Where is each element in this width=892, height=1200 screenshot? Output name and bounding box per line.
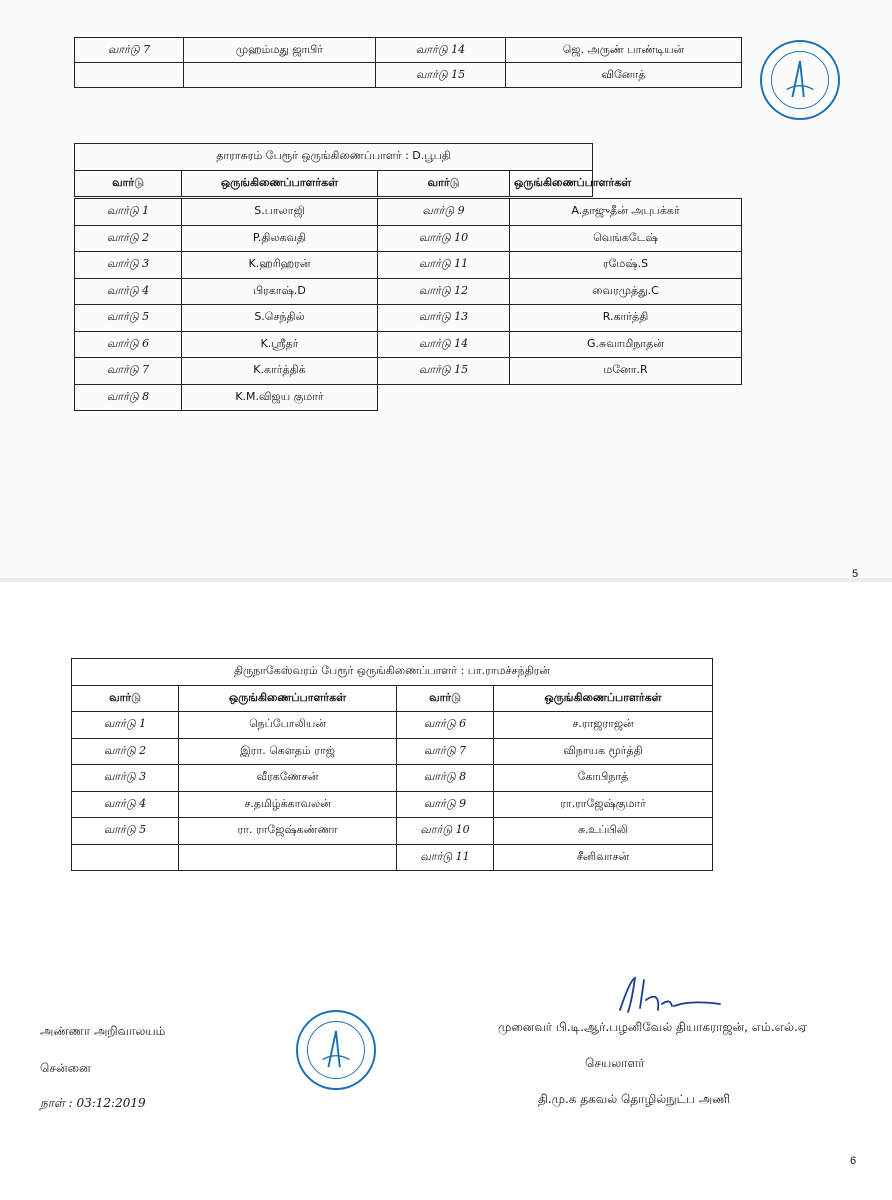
place-line-1: அண்ணா அறிவாலயம் [40, 1024, 166, 1038]
coordinator-cell: S.செந்தில் [182, 305, 378, 332]
table-row [75, 252, 742, 279]
ward-cell: வார்டு 7 [397, 738, 494, 765]
ward-cell: வார்டு 11 [378, 252, 510, 279]
coordinator-cell: ஜெ. அருண் பாண்டியன் [506, 38, 742, 63]
coordinator-cell: ச.தமிழ்க்காவலன் [179, 791, 397, 818]
coordinator-cell [179, 844, 397, 871]
ward-cell: வார்டு 14 [378, 331, 510, 358]
seal-graphic [762, 42, 838, 118]
coordinator-cell: A.தாஜுதீன் அபுபக்கர் [510, 199, 742, 226]
ward-cell: வார்டு 9 [378, 199, 510, 226]
ward-cell: வார்டு 11 [397, 844, 494, 871]
coordinator-cell: S.பாலாஜி [182, 199, 378, 226]
signatory-name: முனைவர் பி.டி.ஆர்.பழனிவேல் தியாகராஜன், எம்.எல்.ஏ [498, 1020, 808, 1034]
table-row [72, 765, 713, 792]
ward-cell [75, 63, 184, 88]
table-row [72, 818, 713, 845]
table-row [75, 225, 742, 252]
column-header: ஒருங்கிணைப்பாளர்கள் [182, 170, 378, 197]
table-row [75, 331, 742, 358]
table-row [75, 384, 742, 411]
party-seal-icon [760, 40, 840, 120]
party-seal-icon [296, 1010, 376, 1090]
ward-cell: வார்டு 3 [72, 765, 179, 792]
coordinator-cell: K.M.விஜய குமார் [182, 384, 378, 411]
table-row [75, 305, 742, 332]
ward-cell: வார்டு 12 [378, 278, 510, 305]
table-row [75, 199, 742, 226]
ward-cell: வார்டு 9 [397, 791, 494, 818]
seal-graphic [298, 1012, 374, 1088]
ward-cell: வார்டு 1 [75, 199, 182, 226]
table-row [72, 791, 713, 818]
coordinator-cell: ச.ராஜராஜன் [494, 712, 713, 739]
ward-cell: வார்டு 15 [376, 63, 506, 88]
table-row [75, 358, 742, 385]
page-number: 5 [852, 568, 859, 580]
table-row [75, 63, 742, 88]
thirunageswaram-ward-table [71, 658, 713, 871]
ward-cell: வார்டு 7 [75, 358, 182, 385]
signatory-designation: செயலாளர் [585, 1056, 645, 1070]
coordinator-cell: ரமேஷ்.S [510, 252, 742, 279]
table-title-row [75, 144, 593, 171]
column-header: வார்டு [378, 170, 510, 197]
ward-cell: வார்டு 2 [72, 738, 179, 765]
date-line: நாள் : 03:12:2019 [40, 1096, 146, 1110]
coordinator-cell: சு.உப்பிலி [494, 818, 713, 845]
ward-cell: வார்டு 13 [378, 305, 510, 332]
ward-cell: வார்டு 10 [397, 818, 494, 845]
table-row [75, 38, 742, 63]
coordinator-cell: இரா. கௌதம் ராஜ் [179, 738, 397, 765]
ward-cell: வார்டு 4 [75, 278, 182, 305]
coordinator-cell: பிரகாஷ்.D [182, 278, 378, 305]
ward-cell [72, 844, 179, 871]
column-header: வார்டு [72, 685, 179, 712]
ward-table-continuation [74, 37, 742, 88]
ward-cell: வார்டு 1 [72, 712, 179, 739]
ward-cell: வார்டு 6 [75, 331, 182, 358]
coordinator-cell: மனோ.R [510, 358, 742, 385]
table-row [72, 712, 713, 739]
column-header: வார்டு [397, 685, 494, 712]
table-header-row [72, 685, 713, 712]
ward-cell: வார்டு 7 [75, 38, 184, 63]
coordinator-cell: R.கார்த்தி [510, 305, 742, 332]
coordinator-cell: நெப்போலியன் [179, 712, 397, 739]
ward-cell: வார்டு 8 [397, 765, 494, 792]
column-header: ஒருங்கிணைப்பாளர்கள் [510, 170, 593, 197]
ward-cell: வார்டு 6 [397, 712, 494, 739]
coordinator-cell: ரா.ராஜேஷ்குமார் [494, 791, 713, 818]
table-title: தாராசுரம் பேரூர் ஒருங்கிணைப்பாளர் : D.பூபதி [75, 144, 593, 171]
column-header: வார்டு [75, 170, 182, 197]
tharasuram-ward-table-body [74, 198, 742, 411]
table-row [72, 844, 713, 871]
ward-cell: வார்டு 2 [75, 225, 182, 252]
column-header: ஒருங்கிணைப்பாளர்கள் [494, 685, 713, 712]
table-row [72, 738, 713, 765]
coordinator-cell: வைரமுத்து.C [510, 278, 742, 305]
column-header: ஒருங்கிணைப்பாளர்கள் [179, 685, 397, 712]
coordinator-cell: வினோத் [506, 63, 742, 88]
coordinator-cell: K.கார்த்திக் [182, 358, 378, 385]
coordinator-cell [510, 384, 742, 411]
coordinator-cell: G.சுவாமிநாதன் [510, 331, 742, 358]
coordinator-cell: முஹம்மது ஜாபிர் [184, 38, 376, 63]
ward-cell: வார்டு 3 [75, 252, 182, 279]
signature-icon [600, 970, 740, 1020]
coordinator-cell: விநாயக மூர்த்தி [494, 738, 713, 765]
table-title: திருநாகேஸ்வரம் பேரூர் ஒருங்கிணைப்பாளர் : பா.ராமச்சந்திரன் [72, 659, 713, 686]
tharasuram-ward-table [74, 143, 632, 197]
coordinator-cell: கோபிநாத் [494, 765, 713, 792]
ward-cell: வார்டு 8 [75, 384, 182, 411]
coordinator-cell [184, 63, 376, 88]
coordinator-cell: ரா. ராஜேஷ்கண்ணா [179, 818, 397, 845]
table-title-row [72, 659, 713, 686]
table-row [75, 278, 742, 305]
coordinator-cell: P.திலகவதி [182, 225, 378, 252]
ward-cell: வார்டு 15 [378, 358, 510, 385]
coordinator-cell: வெங்கடேஷ் [510, 225, 742, 252]
ward-cell: வார்டு 4 [72, 791, 179, 818]
coordinator-cell: வீரகணேசன் [179, 765, 397, 792]
ward-cell: வார்டு 5 [75, 305, 182, 332]
place-line-2: சென்னை [40, 1061, 91, 1075]
ward-cell: வார்டு 5 [72, 818, 179, 845]
page-number: 6 [850, 1155, 857, 1167]
coordinator-cell: சீனிவாசன் [494, 844, 713, 871]
signatory-organization: தி.மு.க தகவல் தொழில்நுட்ப அணி [538, 1092, 731, 1106]
ward-cell: வார்டு 10 [378, 225, 510, 252]
coordinator-cell: K.ஹரிஹரன் [182, 252, 378, 279]
ward-cell [378, 384, 510, 411]
table-header-row [75, 170, 593, 197]
coordinator-cell: K.ஸ்ரீதர் [182, 331, 378, 358]
ward-cell: வார்டு 14 [376, 38, 506, 63]
